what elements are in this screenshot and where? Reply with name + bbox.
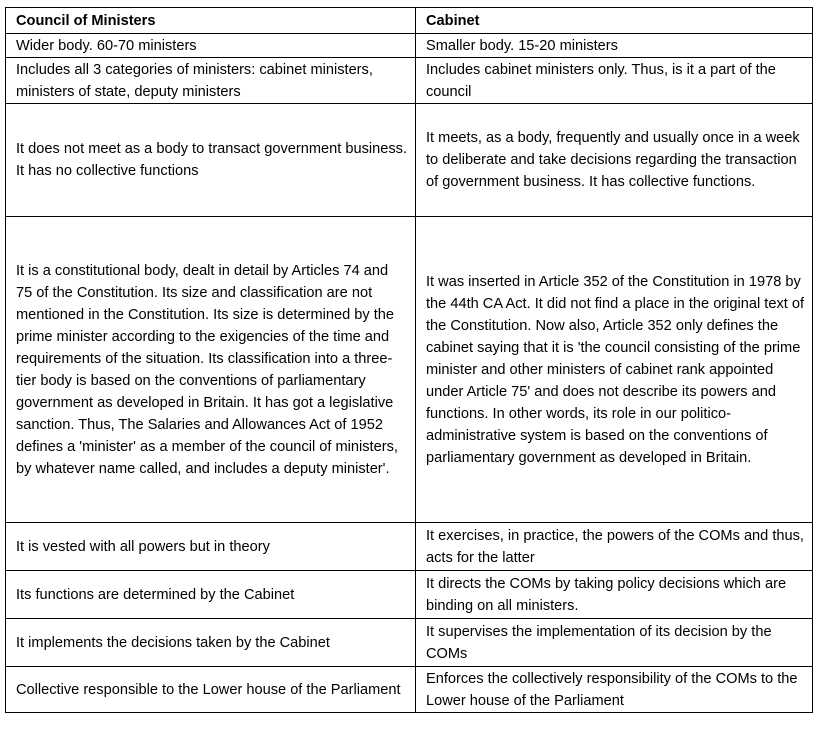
table-row [6,667,813,713]
table-row [6,34,813,58]
council-cell: Wider body. 60-70 ministers [6,34,416,58]
council-cell: It is a constitutional body, dealt in detail by Articles 74 and 75 of the Constitution. Its size and classification are not mentioned in the Constitution. Its size is determined by the prime minister according to the exigencies of the time and requirements of the situation. Its classification into a three-tier body is based on the conventions of parliamentary government as developed in Britain. It has got a legislative sanction. Thus, The Salaries and Allowances Act of 1952 defines a 'minister' as a member of the council of ministers, by whatever name called, and includes a deputy minister'. [6,217,416,523]
cabinet-cell: It supervises the implementation of its decision by the COMs [416,619,813,667]
council-cell: Collective responsible to the Lower house of the Parliament [6,667,416,713]
comparison-table [5,7,813,713]
cabinet-cell: It meets, as a body, frequently and usually once in a week to deliberate and take decisions regarding the transaction of government business. It has collective functions. [416,104,813,217]
council-cell: Its functions are determined by the Cabinet [6,571,416,619]
cabinet-cell: It was inserted in Article 352 of the Constitution in 1978 by the 44th CA Act. It did not find a place in the original text of the Constitution. Now also, Article 352 only defines the cabinet saying that it is 'the council consisting of the prime minister and other ministers of cabinet rank appointed under Article 75' and does not describe its powers and functions. In other words, its role in our politico-administrative system is based on the conventions of parliamentary government as developed in Britain. [416,217,813,523]
cabinet-cell: It exercises, in practice, the powers of the COMs and thus, acts for the latter [416,523,813,571]
table-row [6,104,813,217]
cabinet-cell: Includes cabinet ministers only. Thus, is it a part of the council [416,58,813,104]
table-header-row [6,8,813,34]
cabinet-cell: Smaller body. 15-20 ministers [416,34,813,58]
council-cell: It does not meet as a body to transact government business. It has no collective functions [6,104,416,217]
table-row [6,217,813,523]
table-row [6,619,813,667]
council-cell: It is vested with all powers but in theory [6,523,416,571]
table-row [6,571,813,619]
table-row [6,523,813,571]
header-council-of-ministers: Council of Ministers [6,8,416,34]
table-row [6,58,813,104]
council-cell: Includes all 3 categories of ministers: cabinet ministers, ministers of state, deputy ministers [6,58,416,104]
council-cell: It implements the decisions taken by the Cabinet [6,619,416,667]
cabinet-cell: Enforces the collectively responsibility of the COMs to the Lower house of the Parliament [416,667,813,713]
cabinet-cell: It directs the COMs by taking policy decisions which are binding on all ministers. [416,571,813,619]
header-cabinet: Cabinet [416,8,813,34]
comparison-table-wrapper [5,7,813,713]
